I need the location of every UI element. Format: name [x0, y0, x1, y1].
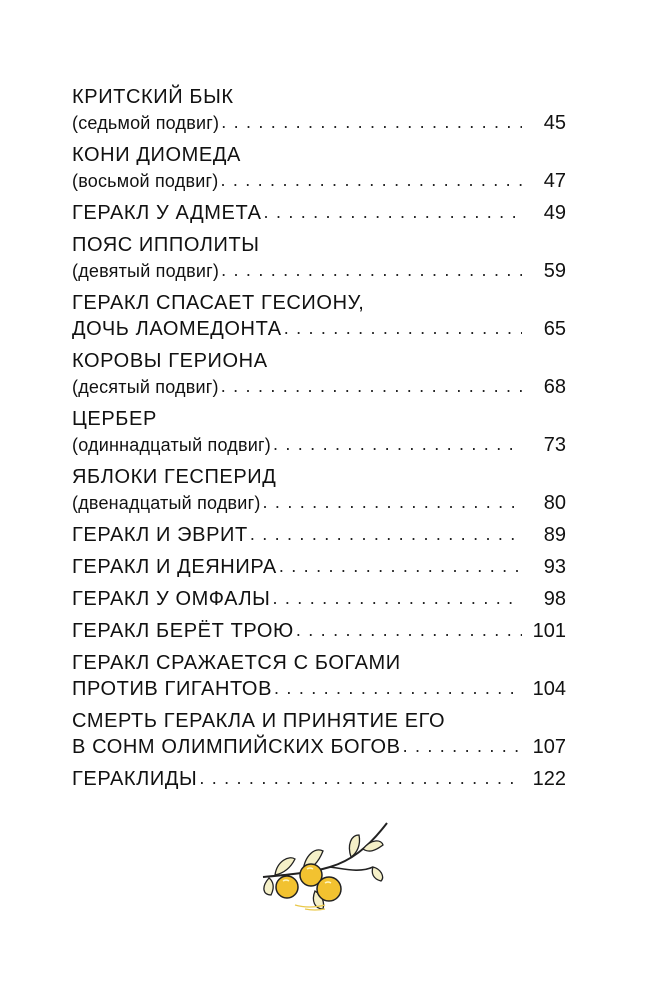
toc-title: ПРОТИВ ГИГАНТОВ [72, 678, 273, 700]
toc-line [72, 554, 566, 580]
page-number: 49 [543, 202, 566, 224]
toc-line [72, 232, 566, 258]
dot-leader [279, 553, 522, 579]
toc-title: ЦЕРБЕР [72, 408, 157, 430]
toc-title: ГЕРАКЛ СРАЖАЕТСЯ С БОГАМИ [72, 652, 401, 674]
dot-leader [274, 675, 522, 701]
toc-entry [72, 766, 566, 792]
page-number: 68 [543, 376, 566, 398]
page-number: 98 [543, 588, 566, 610]
toc-line [72, 168, 566, 194]
toc-entry [72, 708, 566, 760]
toc-title: ГЕРАКЛ БЕРЁТ ТРОЮ [72, 620, 294, 642]
toc-title: ГЕРАКЛ И ДЕЯНИРА [72, 556, 277, 578]
toc-title: ДОЧЬ ЛАОМЕДОНТА [72, 318, 282, 340]
page-number: 107 [532, 736, 566, 758]
dot-leader [272, 585, 522, 611]
dot-leader [220, 167, 522, 193]
toc-title: КОНИ ДИОМЕДА [72, 144, 241, 166]
toc-subtitle: (десятый подвиг) [72, 377, 219, 397]
toc-line [72, 316, 566, 342]
toc-line [72, 708, 566, 734]
toc-line [72, 84, 566, 110]
toc-entry [72, 586, 566, 612]
dot-leader [221, 257, 522, 283]
dot-leader [221, 109, 522, 135]
toc-entry [72, 290, 566, 342]
toc-title: СМЕРТЬ ГЕРАКЛА И ПРИНЯТИЕ ЕГО [72, 710, 446, 732]
toc-line [72, 522, 566, 548]
toc-line [72, 676, 566, 702]
toc-title: ГЕРАКЛ СПАСАЕТ ГЕСИОНУ, [72, 292, 365, 314]
toc-title: ГЕРАКЛ У ОМФАЛЫ [72, 588, 271, 610]
toc-line [72, 464, 566, 490]
toc-entry [72, 348, 566, 400]
toc-line [72, 374, 566, 400]
toc-line [72, 432, 566, 458]
toc-entry [72, 650, 566, 702]
page-number: 89 [543, 524, 566, 546]
toc-line [72, 290, 566, 316]
toc-line [72, 766, 566, 792]
toc-title: КРИТСКИЙ БЫК [72, 86, 234, 108]
toc-line [72, 650, 566, 676]
toc-line [72, 618, 566, 644]
dot-leader [199, 765, 522, 791]
dot-leader [273, 431, 522, 457]
dot-leader [296, 617, 522, 643]
toc-line [72, 258, 566, 284]
toc-entry [72, 142, 566, 194]
toc-entry [72, 232, 566, 284]
page-number: 93 [543, 556, 566, 578]
dot-leader [403, 733, 522, 759]
toc-title: ГЕРАКЛ У АДМЕТА [72, 202, 262, 224]
dot-leader [221, 373, 522, 399]
toc-subtitle: (двенадцатый подвиг) [72, 493, 261, 513]
toc-title: ЯБЛОКИ ГЕСПЕРИД [72, 466, 277, 488]
toc-subtitle: (одиннадцатый подвиг) [72, 435, 271, 455]
dot-leader [263, 489, 522, 515]
toc-subtitle: (седьмой подвиг) [72, 113, 220, 133]
toc-title: В СОНМ ОЛИМПИЙСКИХ БОГОВ [72, 736, 401, 758]
dot-leader [284, 315, 522, 341]
toc-title: ПОЯС ИППОЛИТЫ [72, 234, 260, 256]
page-number: 73 [543, 434, 566, 456]
page-number: 65 [543, 318, 566, 340]
toc-line [72, 734, 566, 760]
toc-entry [72, 554, 566, 580]
toc-subtitle: (восьмой подвиг) [72, 171, 219, 191]
toc-line [72, 490, 566, 516]
toc-entry [72, 464, 566, 516]
toc-line [72, 406, 566, 432]
table-of-contents [72, 84, 566, 798]
toc-line [72, 586, 566, 612]
toc-title: ГЕРАКЛ И ЭВРИТ [72, 524, 248, 546]
toc-line [72, 110, 566, 136]
toc-entry [72, 406, 566, 458]
toc-entry [72, 618, 566, 644]
toc-line [72, 200, 566, 226]
page-number: 59 [543, 260, 566, 282]
page-number: 101 [532, 620, 566, 642]
page-number: 104 [532, 678, 566, 700]
toc-entry [72, 84, 566, 136]
dot-leader [264, 199, 522, 225]
page-number: 47 [543, 170, 566, 192]
golden-apple-branch-icon [255, 815, 395, 915]
toc-entry [72, 200, 566, 226]
toc-line [72, 142, 566, 168]
page-number: 122 [532, 768, 566, 790]
toc-entry [72, 522, 566, 548]
toc-subtitle: (девятый подвиг) [72, 261, 220, 281]
toc-line [72, 348, 566, 374]
page-number: 80 [543, 492, 566, 514]
toc-title: КОРОВЫ ГЕРИОНА [72, 350, 268, 372]
toc-title: ГЕРАКЛИДЫ [72, 768, 198, 790]
page-number: 45 [543, 112, 566, 134]
dot-leader [250, 521, 522, 547]
